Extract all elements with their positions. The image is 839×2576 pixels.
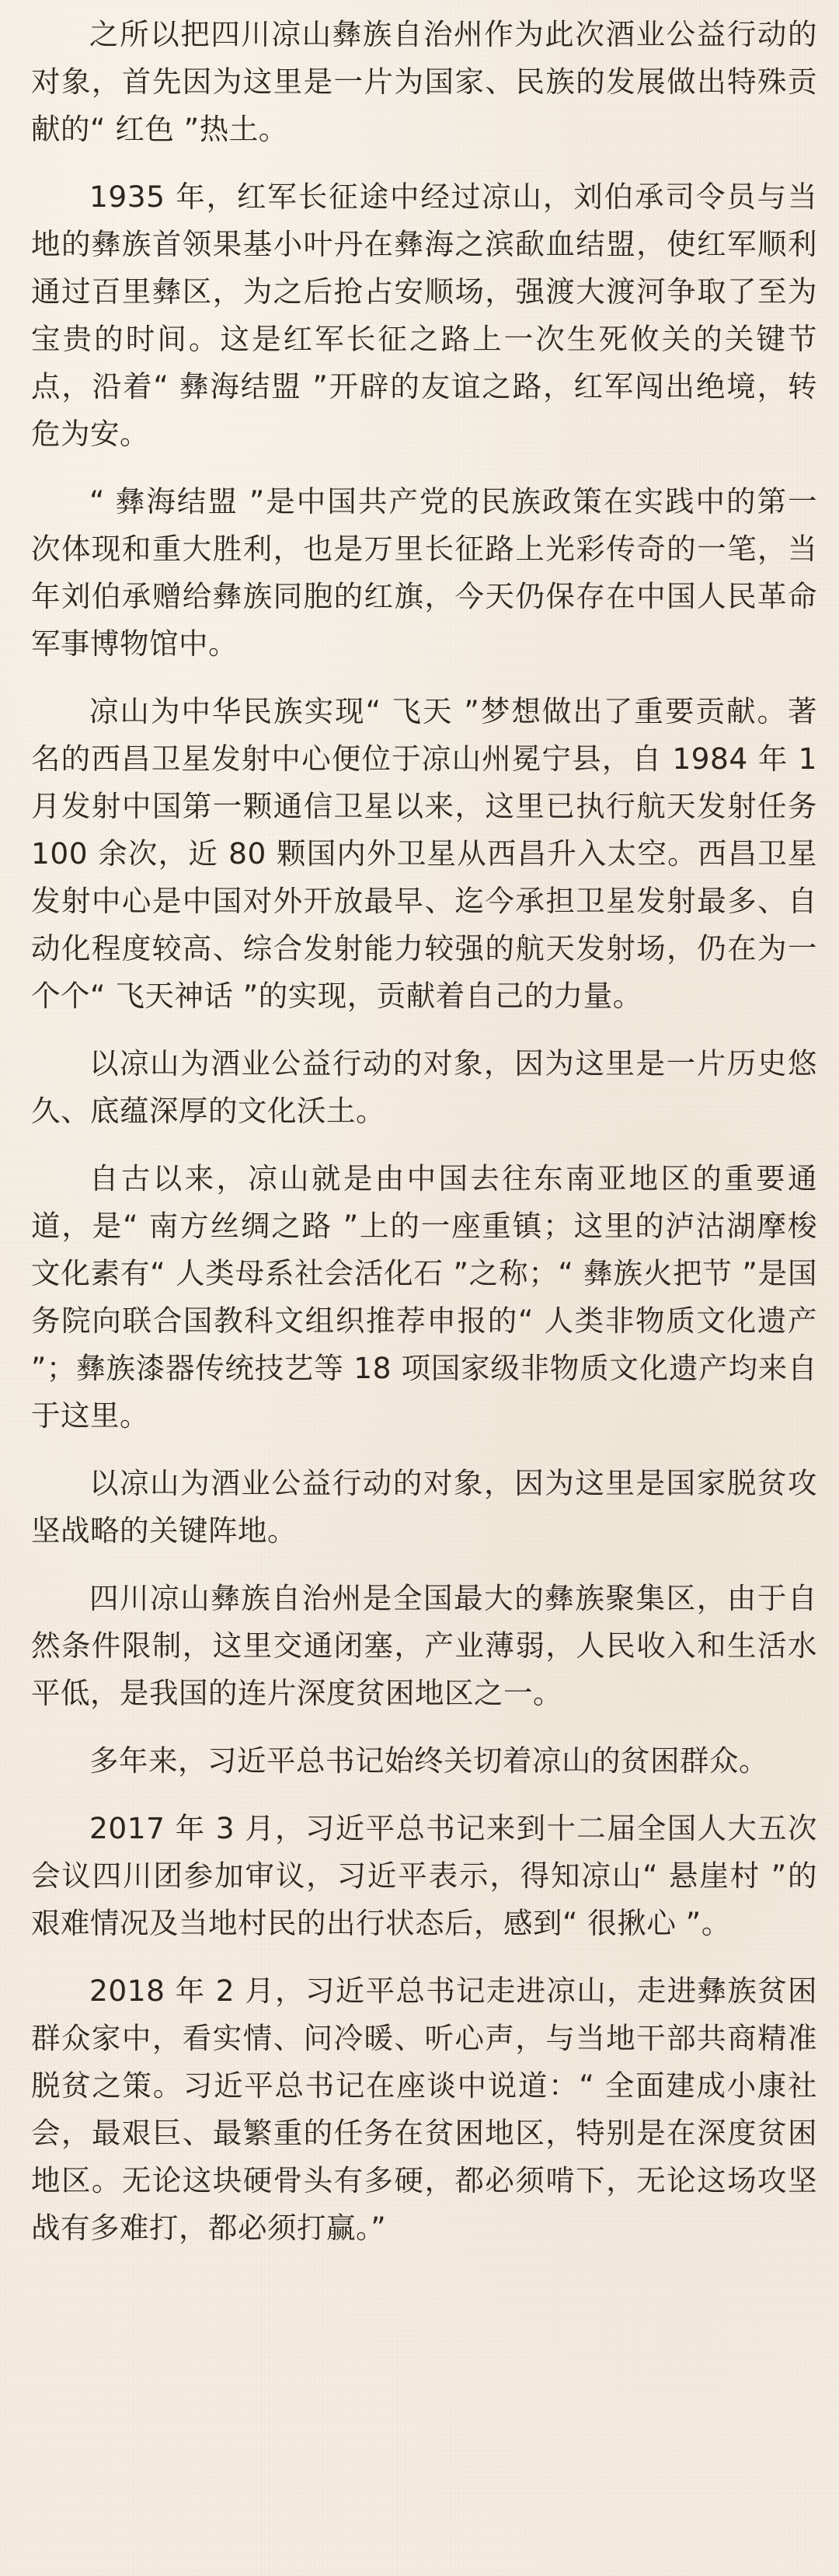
article-body xyxy=(31,11,817,2272)
paragraph-6: 自古以来，凉山就是由中国去往东南亚地区的重要通道，是“ 南方丝绸之路 ”上的一座重镇；这里的泸沽湖摩梭文化素有“ 人类母系社会活化石 ”之称；“ 彝族火把节 ”是国务院向联合国教科文组织推荐申报的“ 人类非物质文化遗产 ”；彝族漆器传统技艺等 18 项国家级非物质文化遗产均来自于这里。 xyxy=(31,1161,817,1433)
paragraph-4: 凉山为中华民族实现“ 飞天 ”梦想做出了重要贡献。著名的西昌卫星发射中心便位于凉山州冕宁县，自 1984 年 1 月发射中国第一颗通信卫星以来，这里已执行航天发射任务 100 余次，近 80 颗国内外卫星从西昌升入太空。西昌卫星发射中心是中国对外开放最早、迄今承担卫星发射最多、自动化程度较高、综合发射能力较强的航天发射场，仍在为一个个“ 飞天神话 ”的实现，贡献着自己的力量。 xyxy=(31,694,817,1013)
paragraph-3: “ 彝海结盟 ”是中国共产党的民族政策在实践中的第一次体现和重大胜利，也是万里长征路上光彩传奇的一笔，当年刘伯承赠给彝族同胞的红旗，今天仍保存在中国人民革命军事博物馆中。 xyxy=(31,484,817,661)
paragraph-11: 2018 年 2 月，习近平总书记走进凉山，走进彝族贫困群众家中，看实情、问冷暖、听心声，与当地干部共商精准脱贫之策。习近平总书记在座谈中说道：“ 全面建成小康社会，最艰巨、最繁重的任务在贫困地区，特别是在深度贫困地区。无论这块硬骨头有多硬，都必须啃下，无论这场攻坚战有多难打，都必须打赢。” xyxy=(31,1974,817,2245)
paragraph-7: 以凉山为酒业公益行动的对象，因为这里是国家脱贫攻坚战略的关键阵地。 xyxy=(31,1466,817,1548)
paragraph-5: 以凉山为酒业公益行动的对象，因为这里是一片历史悠久、底蕴深厚的文化沃土。 xyxy=(31,1046,817,1128)
paragraph-1: 之所以把四川凉山彝族自治州作为此次酒业公益行动的对象，首先因为这里是一片为国家、民族的发展做出特殊贡献的“ 红色 ”热土。 xyxy=(31,17,817,146)
paragraph-8: 四川凉山彝族自治州是全国最大的彝族聚集区，由于自然条件限制，这里交通闭塞，产业薄弱，人民收入和生活水平低，是我国的连片深度贫困地区之一。 xyxy=(31,1581,817,1710)
paragraph-2: 1935 年，红军长征途中经过凉山，刘伯承司令员与当地的彝族首领果基小叶丹在彝海之滨歃血结盟，使红军顺利通过百里彝区，为之后抢占安顺场，强渡大渡河争取了至为宝贵的时间。这是红军长征之路上一次生死攸关的关键节点，沿着“ 彝海结盟 ”开辟的友谊之路，红军闯出绝境，转危为安。 xyxy=(31,180,817,451)
paragraph-10: 2017 年 3 月，习近平总书记来到十二届全国人大五次会议四川团参加审议，习近平表示，得知凉山“ 悬崖村 ”的艰难情况及当地村民的出行状态后，感到“ 很揪心 ”。 xyxy=(31,1811,817,1940)
paragraph-9: 多年来，习近平总书记始终关切着凉山的贫困群众。 xyxy=(89,1744,768,1778)
